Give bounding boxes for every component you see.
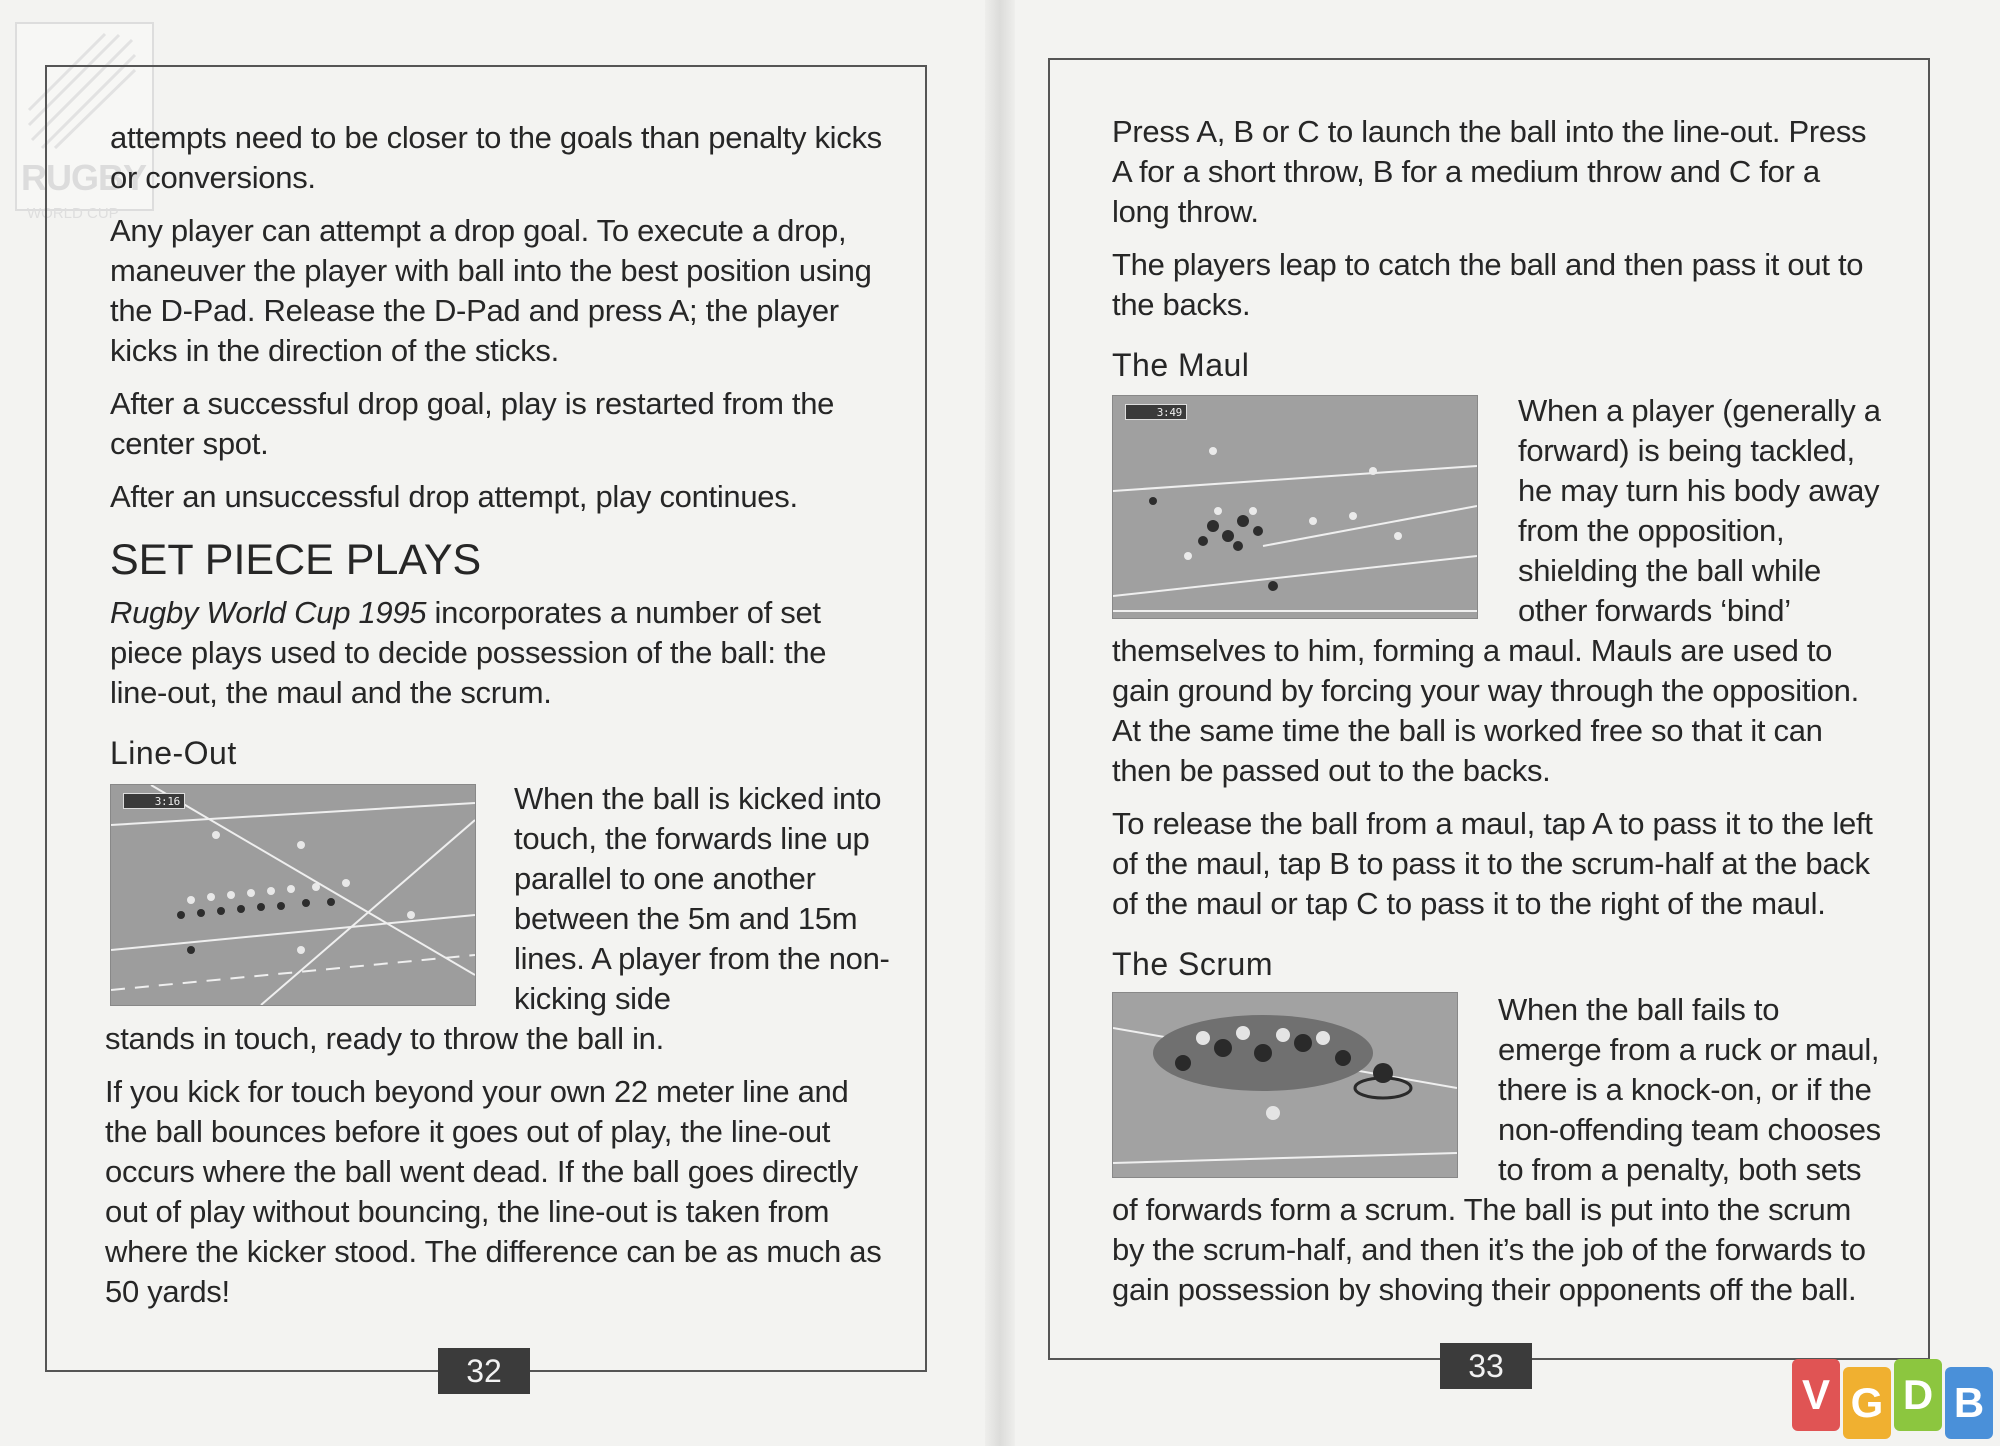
watermark-letter-b: B bbox=[1945, 1367, 1993, 1439]
maul-figure-row bbox=[1112, 391, 1882, 631]
page-number-33: 33 bbox=[1440, 1343, 1532, 1389]
maul-continued: themselves to him, forming a maul. Mauls are used to gain ground by forcing your way through the opposition. At the same time the ball is worked free so that it can then be passed out to the backs. bbox=[1112, 633, 1859, 788]
maul-screenshot bbox=[1112, 395, 1478, 619]
lineout-screenshot bbox=[110, 784, 476, 1006]
page-number-32: 32 bbox=[438, 1348, 530, 1394]
paragraph-intro bbox=[110, 593, 890, 713]
paragraph-successful-drop: After a successful drop goal, play is restarted from the center spot. bbox=[110, 386, 835, 461]
watermark-letter-d: D bbox=[1894, 1359, 1942, 1431]
paragraph-release-maul: To release the ball from a maul, tap A to pass it to the left of the maul, tap B to pass it to the scrum-half at the back of the maul or tap C to pass it to the right of the maul. bbox=[1112, 806, 1873, 921]
book-gutter bbox=[985, 0, 1015, 1446]
lineout-wrap-text: When the ball is kicked into touch, the forwards line up parallel to one another between the 5m and 15m lines. A player from the non-kicking side bbox=[514, 781, 890, 1016]
logo-text: RUGBY bbox=[21, 157, 147, 198]
scrum-heading: The Scrum bbox=[1112, 946, 1273, 982]
lineout-score: 3:16 bbox=[123, 793, 185, 809]
paragraph-press-buttons: Press A, B or C to launch the ball into the line-out. Press A for a short throw, B for a medium throw and C for a long throw. bbox=[1112, 114, 1867, 229]
scrum-continued: of forwards form a scrum. The ball is put into the scrum by the scrum-half, and then it’s the job of the forwards to gain possession by shoving their opponents off the ball. bbox=[1112, 1192, 1866, 1307]
paragraph-players-leap: The players leap to catch the ball and then pass it out to the backs. bbox=[1112, 247, 1864, 322]
scrum-screenshot bbox=[1112, 992, 1458, 1178]
section-heading: SET PIECE PLAYS bbox=[110, 536, 482, 584]
right-page-content bbox=[1112, 112, 1882, 1323]
watermark-letter-g: G bbox=[1843, 1367, 1891, 1439]
paragraph-kick-for-touch: If you kick for touch beyond your own 22 meter line and the ball bounces before it goes out of play, the line-out occurs where the ball went dead. If the ball goes directly out of play without bouncing, the line-out is taken from where the kicker stood. The difference can be as much as 50 yards! bbox=[105, 1074, 882, 1309]
vgdb-watermark bbox=[1792, 1359, 1996, 1439]
lineout-continued: stands in touch, ready to throw the ball in. bbox=[105, 1021, 664, 1056]
paragraph-continued: attempts need to be closer to the goals than penalty kicks or conversions. bbox=[110, 120, 882, 195]
scrum-figure-row bbox=[1112, 990, 1882, 1190]
maul-heading: The Maul bbox=[1112, 347, 1250, 383]
game-title: Rugby World Cup 1995 bbox=[110, 595, 427, 630]
maul-score: 3:49 bbox=[1125, 404, 1187, 420]
lineout-figure-row bbox=[110, 779, 890, 1019]
lineout-heading: Line-Out bbox=[110, 735, 237, 771]
watermark-letter-v: V bbox=[1792, 1359, 1840, 1431]
intro-text: incorporates a number of set piece plays used to decide possession of the ball: the line-out, the maul and the scrum. bbox=[110, 595, 827, 710]
left-page-content bbox=[105, 118, 890, 1325]
paragraph-drop-goal: Any player can attempt a drop goal. To execute a drop, maneuver the player with ball into the best position using the D-Pad. Release the D-Pad and press A; the player kicks in the direction of the sticks. bbox=[110, 213, 872, 368]
paragraph-unsuccessful-drop: After an unsuccessful drop attempt, play continues. bbox=[110, 479, 798, 514]
logo-subtext: WORLD CUP bbox=[27, 205, 119, 222]
scrum-wrap-text: When the ball fails to emerge from a ruck or maul, there is a knock-on, or if the non-offending team chooses to from a penalty, both sets bbox=[1498, 992, 1881, 1187]
maul-wrap-text: When a player (generally a forward) is being tackled, he may turn his body away from the opposition, shielding the ball while other forwards ‘bind’ bbox=[1518, 393, 1881, 628]
